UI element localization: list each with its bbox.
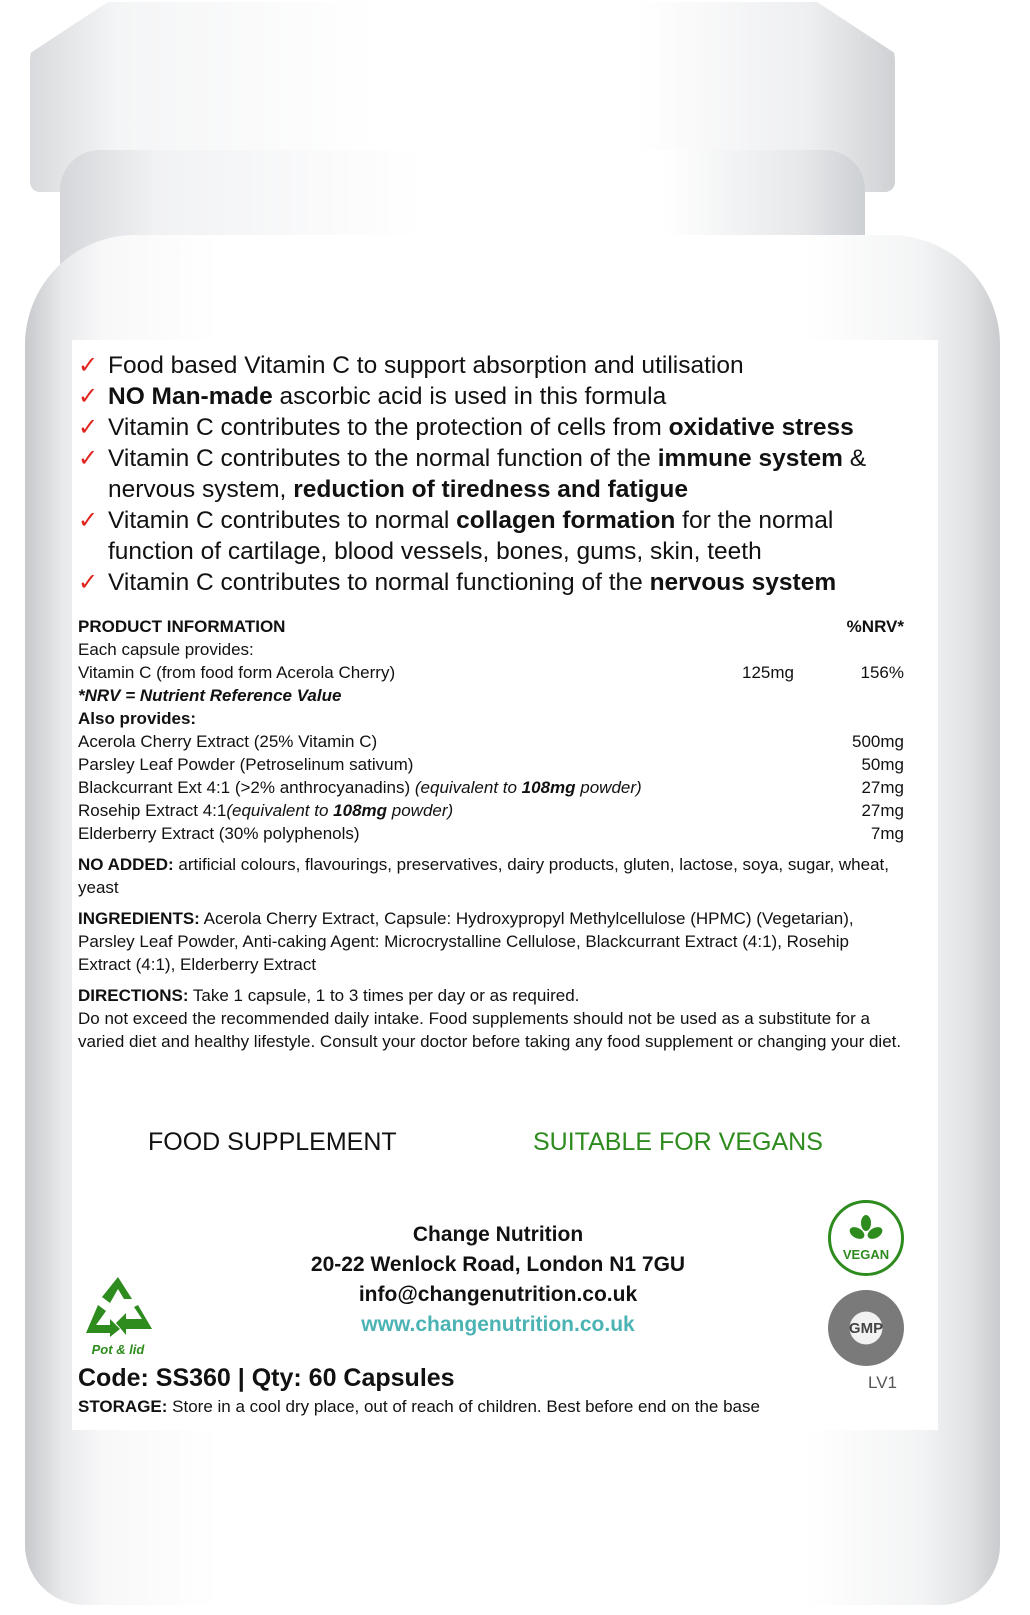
check-icon: ✓ (78, 445, 99, 472)
check-icon: ✓ (78, 383, 99, 410)
ingredient-label (78, 753, 413, 776)
storage-text: Store in a cool dry place, out of reach of children. Best before end on the base (167, 1397, 760, 1416)
vegan-badge (828, 1200, 904, 1276)
also-provides: Also provides: (78, 709, 197, 728)
recycle-caption: Pot & lid (91, 1342, 145, 1357)
ingredient-amount: 50mg (861, 755, 904, 774)
claim-item (78, 443, 918, 505)
claim-text-part: & nervous system, (108, 445, 867, 503)
vitamin-c-amount: 125mg (742, 663, 794, 682)
check-icon: ✓ (78, 507, 99, 534)
claim-item (78, 505, 918, 567)
vitamin-c-nrv: 156% (860, 663, 904, 682)
also-provides-list (78, 730, 904, 845)
ingredient-name: Rosehip Extract 4:1 (78, 801, 227, 820)
claim-text-part: collagen formation (456, 507, 676, 534)
ingredient-label (78, 799, 453, 822)
claim-text-part: NO Man-made (108, 383, 273, 410)
directions-text: Take 1 capsule, 1 to 3 times per day or as required. (188, 986, 580, 1005)
ingredient-note-end: powder) (575, 778, 642, 797)
company-name: Change Nutrition (412, 1223, 584, 1246)
ingredient-name: Blackcurrant Ext 4:1 (>2% anthrocyanadins) (78, 778, 415, 797)
nrv-note: *NRV = Nutrient Reference Value (78, 686, 342, 705)
ingredient-note: (equivalent to (414, 778, 522, 797)
nrv-header: %NRV* (846, 617, 904, 636)
claim-item (78, 381, 918, 412)
company-address: 20-22 Wenlock Road, London N1 7GU (310, 1253, 686, 1276)
vegan-badge-text: VEGAN (842, 1246, 890, 1262)
check-icon: ✓ (78, 352, 99, 379)
ingredient-amount: 500mg (852, 732, 904, 751)
leaf-icon (849, 1215, 883, 1245)
ingredient-label (78, 822, 360, 845)
check-icon: ✓ (78, 569, 99, 596)
claim-text-part: Vitamin C contributes to normal functioning of the (108, 569, 650, 596)
gmp-badge (828, 1290, 904, 1366)
no-added (78, 853, 904, 899)
company-website: www.changenutrition.co.uk (361, 1313, 635, 1336)
claims-list (78, 350, 918, 598)
claim-text (108, 412, 854, 443)
claim-text-part: for the normal function of cartilage, blood vessels, bones, gums, skin, teeth (108, 507, 834, 565)
recycle-logo (78, 1275, 158, 1357)
ingredient-row (78, 776, 904, 799)
gmp-badge-text: GMP (848, 1319, 884, 1337)
company-email: info@changenutrition.co.uk (358, 1283, 638, 1306)
ingredient-label (78, 776, 642, 799)
claim-item (78, 350, 918, 381)
ingredient-note-amount: 108mg (521, 778, 576, 797)
claim-text (108, 443, 918, 505)
ingredient-row (78, 753, 904, 776)
ingredient-note: (equivalent to (226, 801, 334, 820)
ingredient-name: Parsley Leaf Powder (Petroselinum sativum) (78, 755, 414, 774)
vitamin-c-row (78, 661, 904, 684)
claim-text-part: oxidative stress (668, 414, 854, 441)
label-version: LV1 (868, 1373, 897, 1392)
claim-text (108, 350, 744, 381)
info-heading: PRODUCT INFORMATION (78, 617, 286, 636)
no-added-label: NO ADDED: (78, 855, 174, 874)
claim-text-part: ascorbic acid is used in this formula (272, 383, 667, 410)
ingredient-amount: 27mg (861, 801, 904, 820)
company-block (268, 1220, 728, 1340)
suitable-for-vegans: SUITABLE FOR VEGANS (533, 1128, 823, 1156)
ingredients-label: INGREDIENTS: (78, 909, 200, 928)
claim-text-part: reduction of tiredness and fatigue (293, 476, 688, 503)
directions-label: DIRECTIONS: (78, 986, 189, 1005)
claim-text (108, 381, 666, 412)
claim-text-part: Vitamin C contributes to the normal function of the (108, 445, 658, 472)
warning-text: Do not exceed the recommended daily intake. Food supplements should not be used as a substitute for a varied diet and healthy lifestyle. Consult your doctor before taking any food supplement or changing your diet. (78, 1009, 902, 1051)
no-added-text: artificial colours, flavourings, preservatives, dairy products, gluten, lactose, soya, sugar, wheat, yeast (78, 855, 889, 897)
claim-text (108, 567, 836, 598)
claim-text-part: immune system (657, 445, 843, 472)
claim-item (78, 412, 918, 443)
claim-text-part: Vitamin C contributes to normal (108, 507, 457, 534)
vitamin-c-label: Vitamin C (from food form Acerola Cherry) (78, 663, 396, 682)
ingredient-note-amount: 108mg (333, 801, 388, 820)
product-information (78, 615, 904, 1053)
directions (78, 984, 904, 1007)
product-code: Code: SS360 | Qty: 60 Capsules (78, 1364, 455, 1392)
ingredient-name: Acerola Cherry Extract (25% Vitamin C) (78, 732, 378, 751)
ingredients (78, 907, 904, 976)
food-supplement: FOOD SUPPLEMENT (148, 1128, 397, 1156)
each-capsule: Each capsule provides: (78, 640, 254, 659)
ingredient-amount: 27mg (861, 778, 904, 797)
check-icon: ✓ (78, 414, 99, 441)
ingredient-note-end: powder) (387, 801, 454, 820)
claim-text (108, 505, 918, 567)
claim-text-part: Vitamin C contributes to the protection of cells from (108, 414, 669, 441)
ingredient-name: Elderberry Extract (30% polyphenols) (78, 824, 360, 843)
claim-text-part: nervous system (649, 569, 837, 596)
ingredient-row (78, 799, 904, 822)
storage-info (78, 1397, 760, 1417)
ingredient-row (78, 822, 904, 845)
claim-text-part: Food based Vitamin C to support absorption and utilisation (108, 352, 744, 379)
claim-item (78, 567, 918, 598)
ingredient-amount: 7mg (870, 824, 904, 843)
recycle-icon (82, 1275, 154, 1337)
ingredients-text: Acerola Cherry Extract, Capsule: Hydroxypropyl Methylcellulose (HPMC) (Vegetarian), Parsley Leaf Powder, Anti-caking Agent: Microcrystalline Cellulose, Blackcurrant Extract (4:1), Rosehip Extract (4:1), Elderberry Extract (78, 909, 854, 974)
ingredient-label (78, 730, 377, 753)
ingredient-row (78, 730, 904, 753)
storage-label: STORAGE: (78, 1397, 168, 1416)
